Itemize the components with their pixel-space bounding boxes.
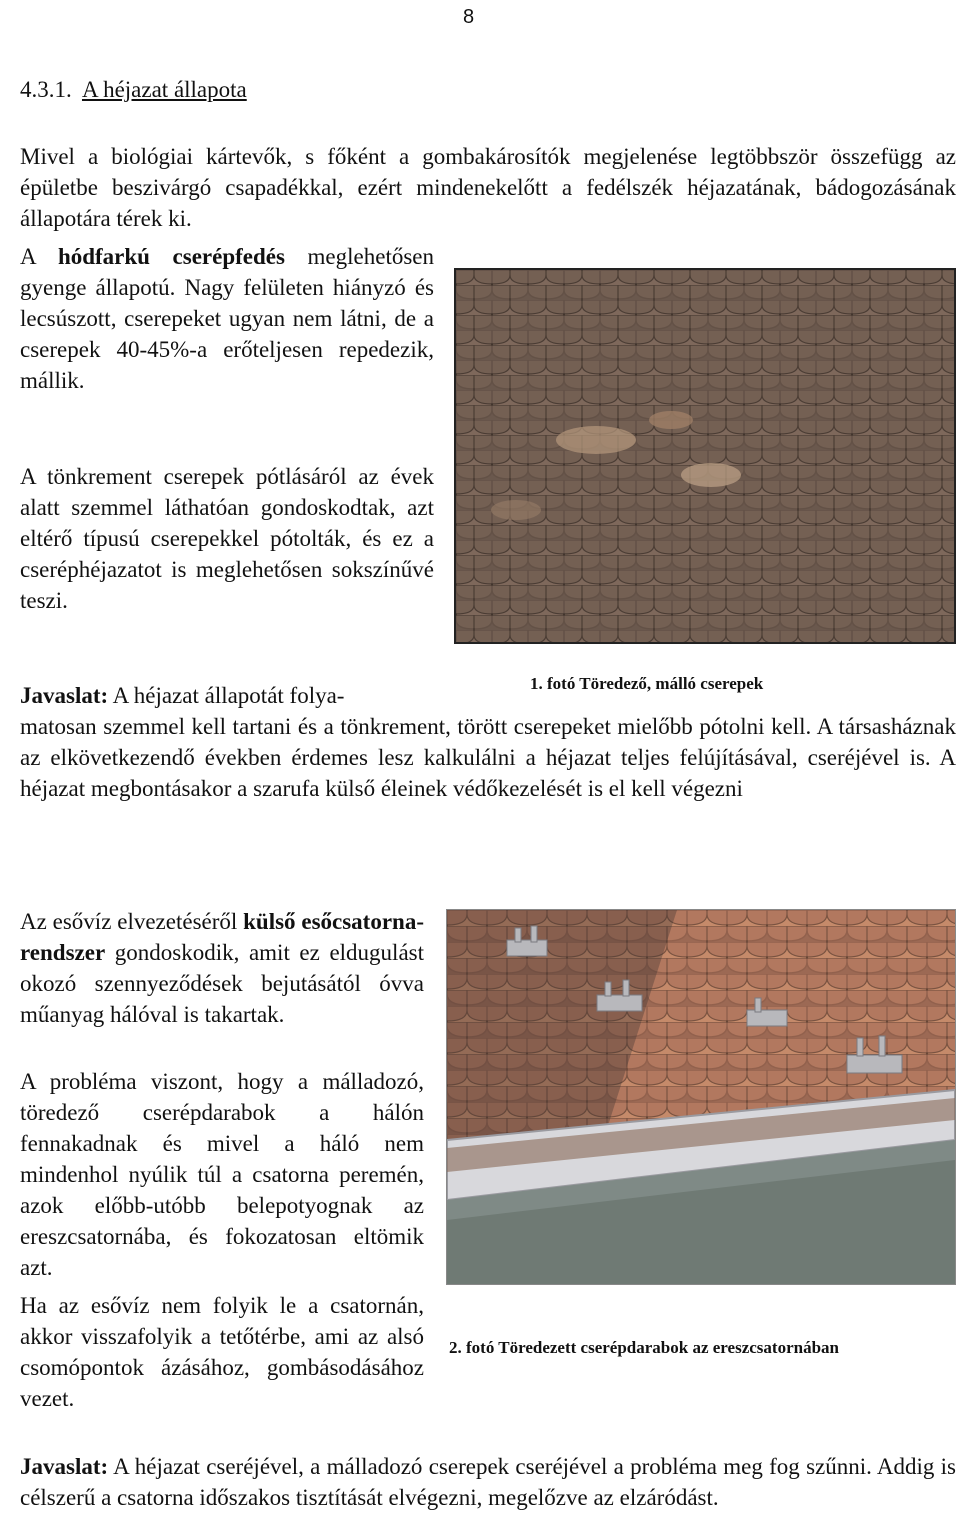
gutter-text-pre: Az esővíz elvezetéséről [20,909,244,934]
gutter-text-post: gondoskodik, amit ez eldugulást okozó szennyeződések bejutásától óvva műanyag hálóval is takartak. [20,940,424,1027]
roof-text-post: meglehetősen gyenge állapotú. Nagy felületen hiányzó és lecsúszott, cserepeket ugyan nem látni, de a cserepek 40-45%-a erőteljesen repedezik, mállik. [20,244,434,393]
section-number: 4.3.1. [20,77,72,102]
gutter-image [447,910,955,1284]
intro-paragraph: Mivel a biológiai kártevők, s főként a gombakárosítók megjelenése legtöbbször összefügg az épületbe beszivárgó csapadékkal, ezért mindenekelőtt a fedélszék héjazatának, bádogozásának állapotára térek ki. [20,144,956,231]
proposal2-paragraph [20,1451,956,1513]
proposal2-label: Javaslat: [20,1454,109,1479]
gutter-system-paragraph [20,906,424,1030]
photo1-caption: 1. fotó Töredező, málló cserepek [530,674,764,693]
water-backflow-paragraph: Ha az esővíz nem folyik le a csatornán, akkor visszafolyik a tetőtérbe, ami az alsó csomópontok ázásához, gombásodásához vezet. [20,1293,424,1411]
photo-roof-tiles [454,268,956,644]
tile-replacement-paragraph: A tönkrement cserepek pótlásáról az évek alatt szemmel láthatóan gondoskodtak, azt eltérő típusú cserepekkel pótolták, és ez a cseréphéjazatot is meglehetősen sokszínűvé teszi. [20,464,434,613]
proposal1-first-line [20,680,440,711]
gutter-problem-paragraph: A probléma viszont, hogy a málladozó, töredező cserépdarabok a hálón fennakadnak és mivel a háló nem mindenhol nyúlik túl a csatorna peremén, azok előbb-utóbb belepotyognak az ereszcsatornába, és fokozatosan eltömik azt. [20,1069,424,1280]
proposal1-text: matosan szemmel kell tartani és a tönkrement, törött cserepeket mielőbb pótolni kell. A társasháznak az elkövetkezendő években érdemes lesz kalkulálni a héjazat teljes felújításával, cseréjével is. A héjazat megbontásakor a szarufa külső éleinek védőkezelését is el kell végezni [20,714,956,801]
page-number: 8 [463,6,475,28]
roof-tiles-image [456,270,954,642]
proposal1-label: Javaslat: [20,683,109,708]
roof-text-pre: A [20,244,58,269]
photo2-caption: 2. fotó Töredezett cserépdarabok az ereszcsatornában [449,1338,839,1357]
proposal1-line1: A héjazat állapotát folya- [112,683,345,708]
photo-gutter [446,909,956,1285]
gutter-type-bold: külső esőcsatorna-rendszer [20,909,425,965]
roof-type-bold: hódfarkú cserépfedés [57,244,285,269]
proposal2-text: A héjazat cseréjével, a málladozó cserepek cseréjével a probléma meg fog szűnni. Addig is célszerű a csatorna időszakos tisztítását elvégezni, megelőzve az elzáródást. [20,1454,956,1510]
roof-condition-paragraph [20,241,434,396]
section-heading [20,74,247,105]
section-title: A héjazat állapota [81,77,247,102]
